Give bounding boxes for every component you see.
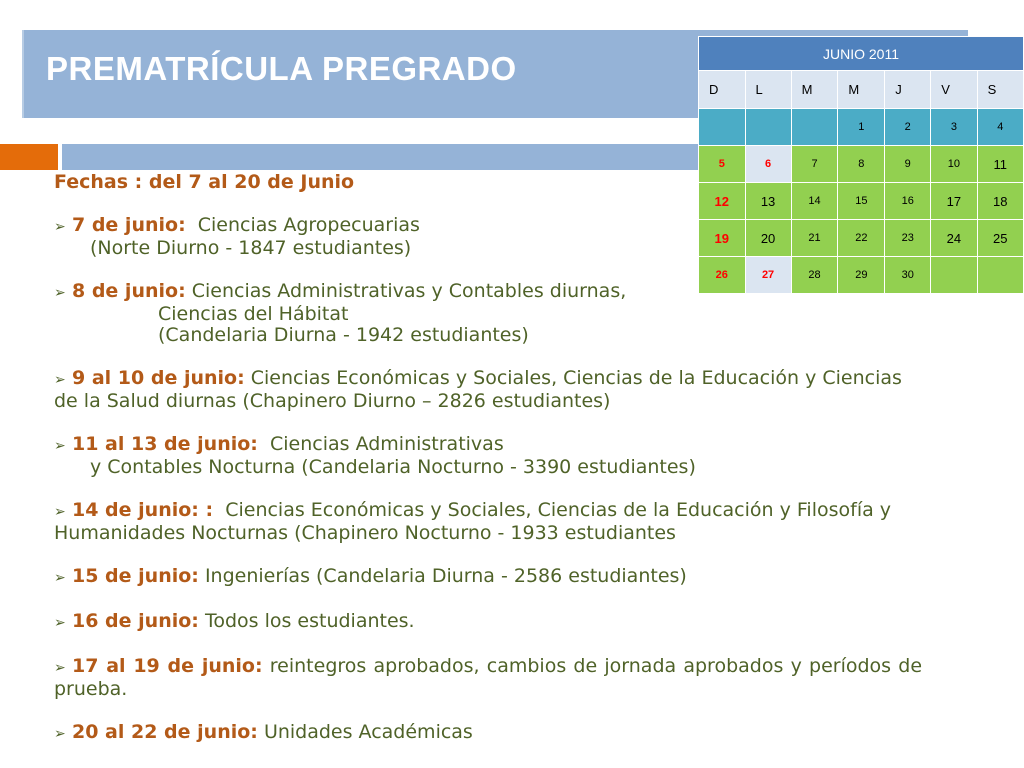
calendar-day: 23 bbox=[885, 220, 931, 257]
calendar-day bbox=[791, 109, 838, 146]
weekday: V bbox=[931, 71, 977, 109]
calendar-day: 5 bbox=[699, 146, 746, 183]
schedule-content bbox=[54, 168, 922, 745]
weekday: M bbox=[791, 71, 838, 109]
schedule-text: Ingenierías (Candelaria Diurna - 2586 estudiantes) bbox=[204, 565, 687, 587]
schedule-date: 9 al 10 de junio: bbox=[72, 367, 245, 389]
calendar-day: 14 bbox=[791, 183, 838, 220]
schedule-text: Ciencias Administrativas bbox=[269, 433, 504, 455]
schedule-item bbox=[54, 215, 922, 259]
date-range: Fechas : del 7 al 20 de Junio bbox=[54, 171, 355, 193]
calendar-day bbox=[931, 257, 977, 294]
arrow-bullet-icon: ➢ bbox=[54, 372, 66, 388]
calendar-month: JUNIO 2011 bbox=[699, 37, 1024, 71]
calendar-day: 7 bbox=[791, 146, 838, 183]
arrow-bullet-icon: ➢ bbox=[54, 660, 66, 676]
calendar-day bbox=[745, 109, 791, 146]
schedule-date: 16 de junio: bbox=[72, 610, 199, 632]
schedule-date: 14 de junio: : bbox=[72, 499, 214, 521]
calendar-day: 20 bbox=[745, 220, 791, 257]
calendar-day: 28 bbox=[791, 257, 838, 294]
schedule-date: 8 de junio: bbox=[72, 280, 186, 302]
schedule-item bbox=[54, 566, 922, 589]
schedule-item bbox=[54, 368, 922, 412]
calendar-day: 30 bbox=[885, 257, 931, 294]
calendar-day: 21 bbox=[791, 220, 838, 257]
schedule-item bbox=[54, 611, 922, 634]
weekday: M bbox=[838, 71, 885, 109]
arrow-bullet-icon: ➢ bbox=[54, 615, 66, 631]
calendar-day: 16 bbox=[885, 183, 931, 220]
calendar-day: 18 bbox=[977, 183, 1023, 220]
calendar-day bbox=[699, 109, 746, 146]
arrow-bullet-icon: ➢ bbox=[54, 285, 66, 301]
schedule-item bbox=[54, 722, 922, 745]
calendar-day: 1 bbox=[838, 109, 885, 146]
calendar-day: 13 bbox=[745, 183, 791, 220]
schedule-date: 20 al 22 de junio: bbox=[72, 721, 258, 743]
schedule-text: Unidades Académicas bbox=[263, 721, 473, 743]
calendar-day: 9 bbox=[885, 146, 931, 183]
schedule-text: Ciencias Económicas y Sociales, Ciencias de la Educación y Ciencias de la Salud diurnas (Chapinero Diurno – 2826 estudiantes) bbox=[54, 367, 902, 412]
schedule-text: Ciencias Económicas y Sociales, Ciencias de la Educación y Filosofía y Humanidades Nocturnas (Chapinero Nocturno - 1933 estudiantes bbox=[54, 499, 892, 544]
accent-band-orange bbox=[0, 144, 58, 170]
weekday: D bbox=[699, 71, 746, 109]
calendar-day: 19 bbox=[699, 220, 746, 257]
schedule-item bbox=[54, 656, 922, 700]
calendar-day: 3 bbox=[931, 109, 977, 146]
calendar-day: 11 bbox=[977, 146, 1023, 183]
calendar-week bbox=[699, 109, 1024, 146]
calendar-day: 4 bbox=[977, 109, 1023, 146]
calendar-day: 24 bbox=[931, 220, 977, 257]
schedule-date: 15 de junio: bbox=[72, 565, 199, 587]
calendar-day: 29 bbox=[838, 257, 885, 294]
schedule-item bbox=[54, 500, 922, 544]
schedule-date: 7 de junio: bbox=[72, 214, 186, 236]
schedule-text: Ciencias Administrativas y Contables diurnas, bbox=[191, 280, 627, 302]
arrow-bullet-icon: ➢ bbox=[54, 438, 66, 454]
schedule-text: (Norte Diurno - 1847 estudiantes) bbox=[90, 237, 412, 259]
weekday: L bbox=[745, 71, 791, 109]
arrow-bullet-icon: ➢ bbox=[54, 570, 66, 586]
arrow-bullet-icon: ➢ bbox=[54, 726, 66, 742]
schedule-text: Ciencias del Hábitat bbox=[158, 303, 349, 325]
schedule-date: 17 al 19 de junio: bbox=[72, 655, 263, 677]
schedule-text: Ciencias Agropecuarias bbox=[197, 214, 420, 236]
schedule-text: reintegros aprobados, cambios de jornada aprobados y períodos de prueba. bbox=[54, 655, 923, 700]
schedule-text: y Contables Nocturna (Candelaria Nocturno - 3390 estudiantes) bbox=[90, 456, 696, 478]
schedule-text: Todos los estudiantes. bbox=[204, 610, 415, 632]
calendar-day bbox=[977, 257, 1023, 294]
calendar-day: 12 bbox=[699, 183, 746, 220]
calendar-day: 22 bbox=[838, 220, 885, 257]
schedule-item bbox=[54, 434, 922, 478]
calendar-day: 2 bbox=[885, 109, 931, 146]
calendar-day: 17 bbox=[931, 183, 977, 220]
calendar-day: 27 bbox=[745, 257, 791, 294]
calendar-day: 10 bbox=[931, 146, 977, 183]
calendar-day: 6 bbox=[745, 146, 791, 183]
calendar-day: 26 bbox=[699, 257, 746, 294]
calendar-weekdays bbox=[699, 71, 1024, 109]
page-title: PREMATRÍCULA PREGRADO bbox=[46, 50, 517, 87]
weekday: J bbox=[885, 71, 931, 109]
schedule-date: 11 al 13 de junio: bbox=[72, 433, 258, 455]
calendar-day: 8 bbox=[838, 146, 885, 183]
arrow-bullet-icon: ➢ bbox=[54, 504, 66, 520]
arrow-bullet-icon: ➢ bbox=[54, 219, 66, 235]
calendar-day: 25 bbox=[977, 220, 1023, 257]
calendar-day: 15 bbox=[838, 183, 885, 220]
weekday: S bbox=[977, 71, 1023, 109]
schedule-text: (Candelaria Diurna - 1942 estudiantes) bbox=[158, 324, 529, 346]
schedule-item bbox=[54, 281, 922, 346]
